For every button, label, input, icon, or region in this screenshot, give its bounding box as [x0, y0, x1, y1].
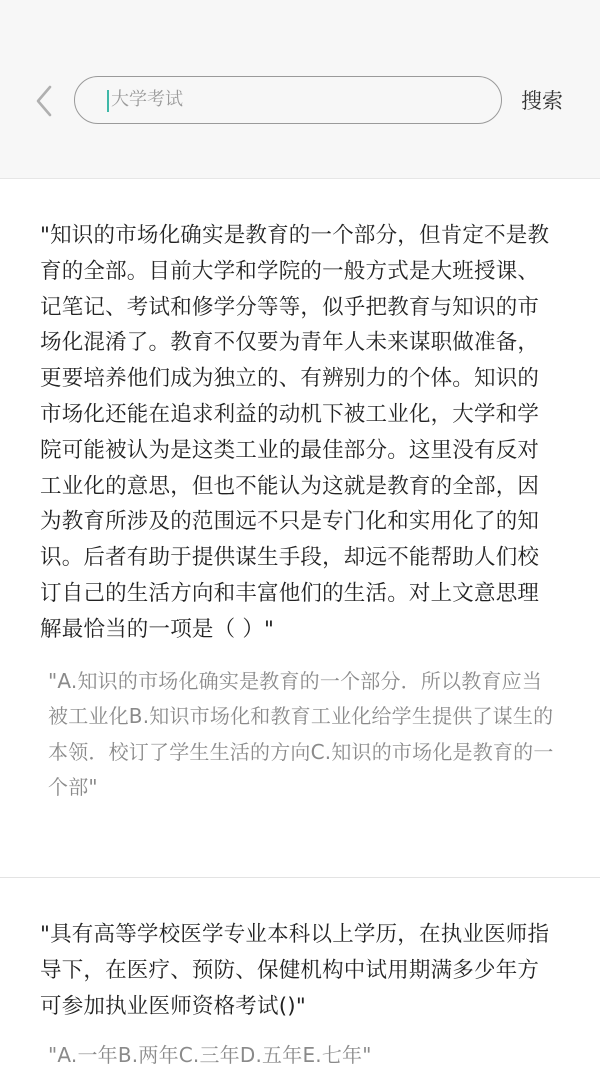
back-button[interactable] [28, 84, 60, 118]
answer-options-text: "A.知识的市场化确实是教育的一个部分．所以教育应当被工业化B.知识市场化和教育工业化给学生提供了谋生的本领．校订了学生生活的方向C.知识的市场化是教育的一个部" [48, 668, 554, 800]
chevron-left-icon [34, 85, 54, 117]
search-input[interactable] [111, 77, 491, 122]
answer-options-text: "A.一年B.两年C.三年D.五年E.七年" [48, 1043, 372, 1068]
question-text: "知识的市场化确实是教育的一个部分，但肯定不是教育的全部。目前大学和学院的一般方式是大班授课、记笔记、考试和修学分等等，似乎把教育与知识的市场化混淆了。教育不仅要为青年人未来谋职做准备，更要培养他们成为独立的、有辨别力的个体。知识的市场化还能在追求利益的动机下被工业化，大学和学院可能被认为是这类工业的最佳部分。这里没有反对工业化的意思，但也不能认为这就是教育的全部，因为教育所涉及的范围远不只是专门化和实用化了的知识。后者有助于提供谋生手段，却远不能帮助人们校订自己的生活方向和丰富他们的生活。对上文意思理解最恰当的一项是（ ）" [40, 223, 550, 642]
result-item[interactable] [0, 218, 600, 806]
top-bar [0, 0, 600, 179]
question-text: "具有高等学校医学专业本科以上学历，在执业医师指导下，在医疗、预防、保健机构中试用期满多少年方可参加执业医师资格考试()" [40, 922, 550, 1019]
search-box[interactable] [74, 76, 502, 124]
search-button[interactable]: 搜索 [521, 89, 563, 113]
result-divider [0, 877, 600, 878]
text-cursor [107, 90, 109, 112]
result-item[interactable] [0, 917, 600, 1074]
